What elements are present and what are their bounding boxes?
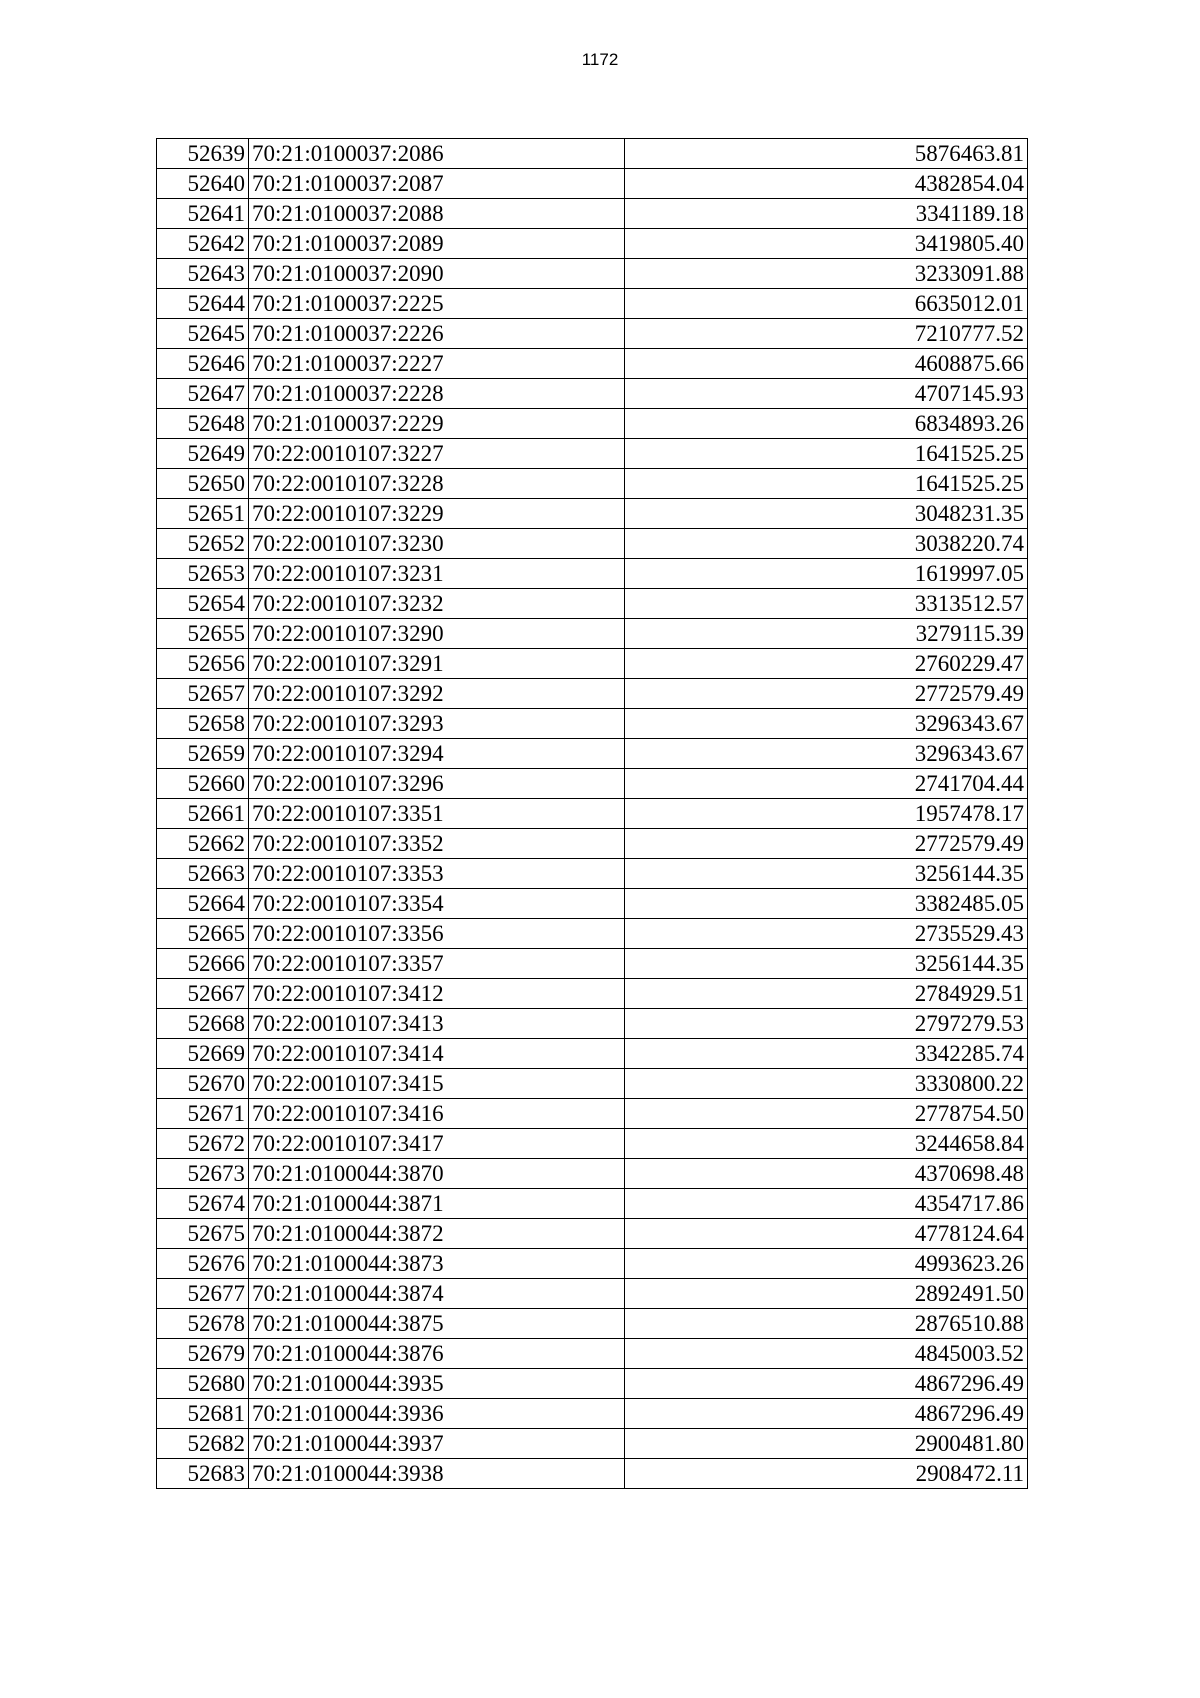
cadastral-number-cell: 70:22:0010107:3416 bbox=[249, 1099, 625, 1129]
cadastral-number-cell: 70:21:0100037:2090 bbox=[249, 259, 625, 289]
cadastral-value-cell: 4354717.86 bbox=[625, 1189, 1028, 1219]
cadastral-value-cell: 4370698.48 bbox=[625, 1159, 1028, 1189]
cadastral-number-cell: 70:21:0100044:3874 bbox=[249, 1279, 625, 1309]
row-number-cell: 52670 bbox=[157, 1069, 249, 1099]
cadastral-value-cell: 3341189.18 bbox=[625, 199, 1028, 229]
table-row bbox=[157, 1249, 1028, 1279]
cadastral-number-cell: 70:22:0010107:3290 bbox=[249, 619, 625, 649]
cadastral-number-cell: 70:21:0100037:2227 bbox=[249, 349, 625, 379]
table-row bbox=[157, 649, 1028, 679]
table-row bbox=[157, 169, 1028, 199]
cadastral-number-cell: 70:22:0010107:3417 bbox=[249, 1129, 625, 1159]
cadastral-value-cell: 3382485.05 bbox=[625, 889, 1028, 919]
cadastral-number-cell: 70:21:0100044:3876 bbox=[249, 1339, 625, 1369]
table-row bbox=[157, 919, 1028, 949]
cadastral-number-cell: 70:22:0010107:3354 bbox=[249, 889, 625, 919]
cadastral-value-cell: 3256144.35 bbox=[625, 859, 1028, 889]
table-row bbox=[157, 1399, 1028, 1429]
table-body bbox=[157, 139, 1028, 1489]
table-row bbox=[157, 1069, 1028, 1099]
cadastral-value-cell: 1619997.05 bbox=[625, 559, 1028, 589]
table-row bbox=[157, 409, 1028, 439]
cadastral-value-cell: 2772579.49 bbox=[625, 679, 1028, 709]
row-number-cell: 52648 bbox=[157, 409, 249, 439]
table-row bbox=[157, 1129, 1028, 1159]
row-number-cell: 52665 bbox=[157, 919, 249, 949]
cadastral-value-cell: 4867296.49 bbox=[625, 1369, 1028, 1399]
table-row bbox=[157, 889, 1028, 919]
row-number-cell: 52659 bbox=[157, 739, 249, 769]
table-row bbox=[157, 949, 1028, 979]
row-number-cell: 52652 bbox=[157, 529, 249, 559]
table-row bbox=[157, 499, 1028, 529]
table-row bbox=[157, 1459, 1028, 1489]
cadastral-number-cell: 70:21:0100044:3875 bbox=[249, 1309, 625, 1339]
cadastral-number-cell: 70:22:0010107:3351 bbox=[249, 799, 625, 829]
cadastral-number-cell: 70:22:0010107:3293 bbox=[249, 709, 625, 739]
row-number-cell: 52641 bbox=[157, 199, 249, 229]
cadastral-value-cell: 1641525.25 bbox=[625, 469, 1028, 499]
row-number-cell: 52645 bbox=[157, 319, 249, 349]
cadastral-number-cell: 70:22:0010107:3292 bbox=[249, 679, 625, 709]
cadastral-number-cell: 70:22:0010107:3232 bbox=[249, 589, 625, 619]
row-number-cell: 52680 bbox=[157, 1369, 249, 1399]
table-row bbox=[157, 1189, 1028, 1219]
cadastral-number-cell: 70:22:0010107:3356 bbox=[249, 919, 625, 949]
cadastral-value-cell: 4707145.93 bbox=[625, 379, 1028, 409]
row-number-cell: 52682 bbox=[157, 1429, 249, 1459]
table-row bbox=[157, 1099, 1028, 1129]
row-number-cell: 52673 bbox=[157, 1159, 249, 1189]
table-row bbox=[157, 529, 1028, 559]
row-number-cell: 52678 bbox=[157, 1309, 249, 1339]
cadastral-value-cell: 3038220.74 bbox=[625, 529, 1028, 559]
cadastral-value-cell: 1957478.17 bbox=[625, 799, 1028, 829]
cadastral-value-cell: 6635012.01 bbox=[625, 289, 1028, 319]
cadastral-value-cell: 2741704.44 bbox=[625, 769, 1028, 799]
row-number-cell: 52649 bbox=[157, 439, 249, 469]
row-number-cell: 52654 bbox=[157, 589, 249, 619]
cadastral-number-cell: 70:21:0100044:3937 bbox=[249, 1429, 625, 1459]
table-row bbox=[157, 259, 1028, 289]
table-row bbox=[157, 559, 1028, 589]
cadastral-number-cell: 70:22:0010107:3352 bbox=[249, 829, 625, 859]
cadastral-number-cell: 70:21:0100037:2087 bbox=[249, 169, 625, 199]
table-row bbox=[157, 139, 1028, 169]
cadastral-number-cell: 70:21:0100037:2088 bbox=[249, 199, 625, 229]
cadastral-value-cell: 3296343.67 bbox=[625, 739, 1028, 769]
cadastral-value-cell: 3313512.57 bbox=[625, 589, 1028, 619]
table-row bbox=[157, 229, 1028, 259]
row-number-cell: 52674 bbox=[157, 1189, 249, 1219]
table-row bbox=[157, 619, 1028, 649]
row-number-cell: 52647 bbox=[157, 379, 249, 409]
cadastral-number-cell: 70:21:0100037:2228 bbox=[249, 379, 625, 409]
cadastral-number-cell: 70:22:0010107:3227 bbox=[249, 439, 625, 469]
table-row bbox=[157, 1219, 1028, 1249]
cadastral-value-cell: 4778124.64 bbox=[625, 1219, 1028, 1249]
table-row bbox=[157, 469, 1028, 499]
cadastral-number-cell: 70:21:0100044:3873 bbox=[249, 1249, 625, 1279]
cadastral-value-cell: 4867296.49 bbox=[625, 1399, 1028, 1429]
cadastral-value-cell: 2760229.47 bbox=[625, 649, 1028, 679]
row-number-cell: 52667 bbox=[157, 979, 249, 1009]
cadastral-value-cell: 3048231.35 bbox=[625, 499, 1028, 529]
cadastral-number-cell: 70:22:0010107:3415 bbox=[249, 1069, 625, 1099]
cadastral-value-cell: 5876463.81 bbox=[625, 139, 1028, 169]
row-number-cell: 52672 bbox=[157, 1129, 249, 1159]
table-row bbox=[157, 799, 1028, 829]
cadastral-value-cell: 3419805.40 bbox=[625, 229, 1028, 259]
table-row bbox=[157, 1279, 1028, 1309]
cadastral-value-cell: 3233091.88 bbox=[625, 259, 1028, 289]
table-row bbox=[157, 859, 1028, 889]
cadastral-number-cell: 70:21:0100037:2086 bbox=[249, 139, 625, 169]
row-number-cell: 52683 bbox=[157, 1459, 249, 1489]
cadastral-value-cell: 3330800.22 bbox=[625, 1069, 1028, 1099]
cadastral-value-cell: 4608875.66 bbox=[625, 349, 1028, 379]
row-number-cell: 52663 bbox=[157, 859, 249, 889]
cadastral-number-cell: 70:21:0100044:3935 bbox=[249, 1369, 625, 1399]
table-row bbox=[157, 739, 1028, 769]
cadastral-number-cell: 70:22:0010107:3296 bbox=[249, 769, 625, 799]
cadastral-value-cell: 1641525.25 bbox=[625, 439, 1028, 469]
cadastral-value-cell: 4845003.52 bbox=[625, 1339, 1028, 1369]
cadastral-value-cell: 2735529.43 bbox=[625, 919, 1028, 949]
row-number-cell: 52651 bbox=[157, 499, 249, 529]
row-number-cell: 52656 bbox=[157, 649, 249, 679]
table-row bbox=[157, 289, 1028, 319]
cadastral-number-cell: 70:22:0010107:3291 bbox=[249, 649, 625, 679]
cadastral-number-cell: 70:22:0010107:3357 bbox=[249, 949, 625, 979]
row-number-cell: 52671 bbox=[157, 1099, 249, 1129]
table-row bbox=[157, 349, 1028, 379]
row-number-cell: 52669 bbox=[157, 1039, 249, 1069]
row-number-cell: 52660 bbox=[157, 769, 249, 799]
cadastral-number-cell: 70:21:0100044:3938 bbox=[249, 1459, 625, 1489]
row-number-cell: 52677 bbox=[157, 1279, 249, 1309]
cadastral-number-cell: 70:22:0010107:3229 bbox=[249, 499, 625, 529]
cadastral-number-cell: 70:22:0010107:3413 bbox=[249, 1009, 625, 1039]
table-row bbox=[157, 829, 1028, 859]
cadastral-value-cell: 3342285.74 bbox=[625, 1039, 1028, 1069]
row-number-cell: 52681 bbox=[157, 1399, 249, 1429]
table-row bbox=[157, 1429, 1028, 1459]
row-number-cell: 52658 bbox=[157, 709, 249, 739]
row-number-cell: 52661 bbox=[157, 799, 249, 829]
cadastral-value-cell: 4382854.04 bbox=[625, 169, 1028, 199]
table-row bbox=[157, 1339, 1028, 1369]
table-row bbox=[157, 589, 1028, 619]
table-row bbox=[157, 439, 1028, 469]
row-number-cell: 52639 bbox=[157, 139, 249, 169]
table-row bbox=[157, 1009, 1028, 1039]
row-number-cell: 52666 bbox=[157, 949, 249, 979]
cadastral-value-cell: 2778754.50 bbox=[625, 1099, 1028, 1129]
row-number-cell: 52675 bbox=[157, 1219, 249, 1249]
cadastral-number-cell: 70:21:0100044:3872 bbox=[249, 1219, 625, 1249]
row-number-cell: 52668 bbox=[157, 1009, 249, 1039]
cadastral-value-cell: 3244658.84 bbox=[625, 1129, 1028, 1159]
row-number-cell: 52655 bbox=[157, 619, 249, 649]
row-number-cell: 52664 bbox=[157, 889, 249, 919]
cadastral-value-cell: 3296343.67 bbox=[625, 709, 1028, 739]
row-number-cell: 52642 bbox=[157, 229, 249, 259]
cadastral-number-cell: 70:21:0100037:2225 bbox=[249, 289, 625, 319]
cadastral-number-cell: 70:21:0100037:2089 bbox=[249, 229, 625, 259]
cadastral-value-cell: 2797279.53 bbox=[625, 1009, 1028, 1039]
table-row bbox=[157, 319, 1028, 349]
cadastral-value-table bbox=[156, 138, 1028, 1489]
row-number-cell: 52662 bbox=[157, 829, 249, 859]
row-number-cell: 52676 bbox=[157, 1249, 249, 1279]
cadastral-value-cell: 7210777.52 bbox=[625, 319, 1028, 349]
row-number-cell: 52679 bbox=[157, 1339, 249, 1369]
row-number-cell: 52640 bbox=[157, 169, 249, 199]
cadastral-value-cell: 2908472.11 bbox=[625, 1459, 1028, 1489]
row-number-cell: 52650 bbox=[157, 469, 249, 499]
table-row bbox=[157, 1369, 1028, 1399]
cadastral-number-cell: 70:22:0010107:3230 bbox=[249, 529, 625, 559]
cadastral-value-cell: 2900481.80 bbox=[625, 1429, 1028, 1459]
table-row bbox=[157, 379, 1028, 409]
cadastral-number-cell: 70:21:0100037:2229 bbox=[249, 409, 625, 439]
cadastral-value-cell: 2892491.50 bbox=[625, 1279, 1028, 1309]
cadastral-number-cell: 70:21:0100044:3871 bbox=[249, 1189, 625, 1219]
row-number-cell: 52657 bbox=[157, 679, 249, 709]
cadastral-number-cell: 70:22:0010107:3414 bbox=[249, 1039, 625, 1069]
cadastral-value-cell: 4993623.26 bbox=[625, 1249, 1028, 1279]
page-number: 1172 bbox=[581, 50, 619, 69]
table-row bbox=[157, 1309, 1028, 1339]
row-number-cell: 52643 bbox=[157, 259, 249, 289]
cadastral-value-cell: 3256144.35 bbox=[625, 949, 1028, 979]
cadastral-value-cell: 6834893.26 bbox=[625, 409, 1028, 439]
cadastral-number-cell: 70:21:0100044:3936 bbox=[249, 1399, 625, 1429]
cadastral-number-cell: 70:22:0010107:3231 bbox=[249, 559, 625, 589]
cadastral-value-cell: 3279115.39 bbox=[625, 619, 1028, 649]
table-row bbox=[157, 769, 1028, 799]
table-row bbox=[157, 1039, 1028, 1069]
row-number-cell: 52653 bbox=[157, 559, 249, 589]
table-row bbox=[157, 1159, 1028, 1189]
table-row bbox=[157, 709, 1028, 739]
row-number-cell: 52646 bbox=[157, 349, 249, 379]
cadastral-number-cell: 70:22:0010107:3228 bbox=[249, 469, 625, 499]
cadastral-value-cell: 2772579.49 bbox=[625, 829, 1028, 859]
cadastral-value-cell: 2876510.88 bbox=[625, 1309, 1028, 1339]
cadastral-value-cell: 2784929.51 bbox=[625, 979, 1028, 1009]
table-row bbox=[157, 679, 1028, 709]
row-number-cell: 52644 bbox=[157, 289, 249, 319]
cadastral-number-cell: 70:22:0010107:3412 bbox=[249, 979, 625, 1009]
cadastral-number-cell: 70:22:0010107:3353 bbox=[249, 859, 625, 889]
table-row bbox=[157, 979, 1028, 1009]
cadastral-number-cell: 70:21:0100044:3870 bbox=[249, 1159, 625, 1189]
cadastral-number-cell: 70:22:0010107:3294 bbox=[249, 739, 625, 769]
table-row bbox=[157, 199, 1028, 229]
cadastral-number-cell: 70:21:0100037:2226 bbox=[249, 319, 625, 349]
